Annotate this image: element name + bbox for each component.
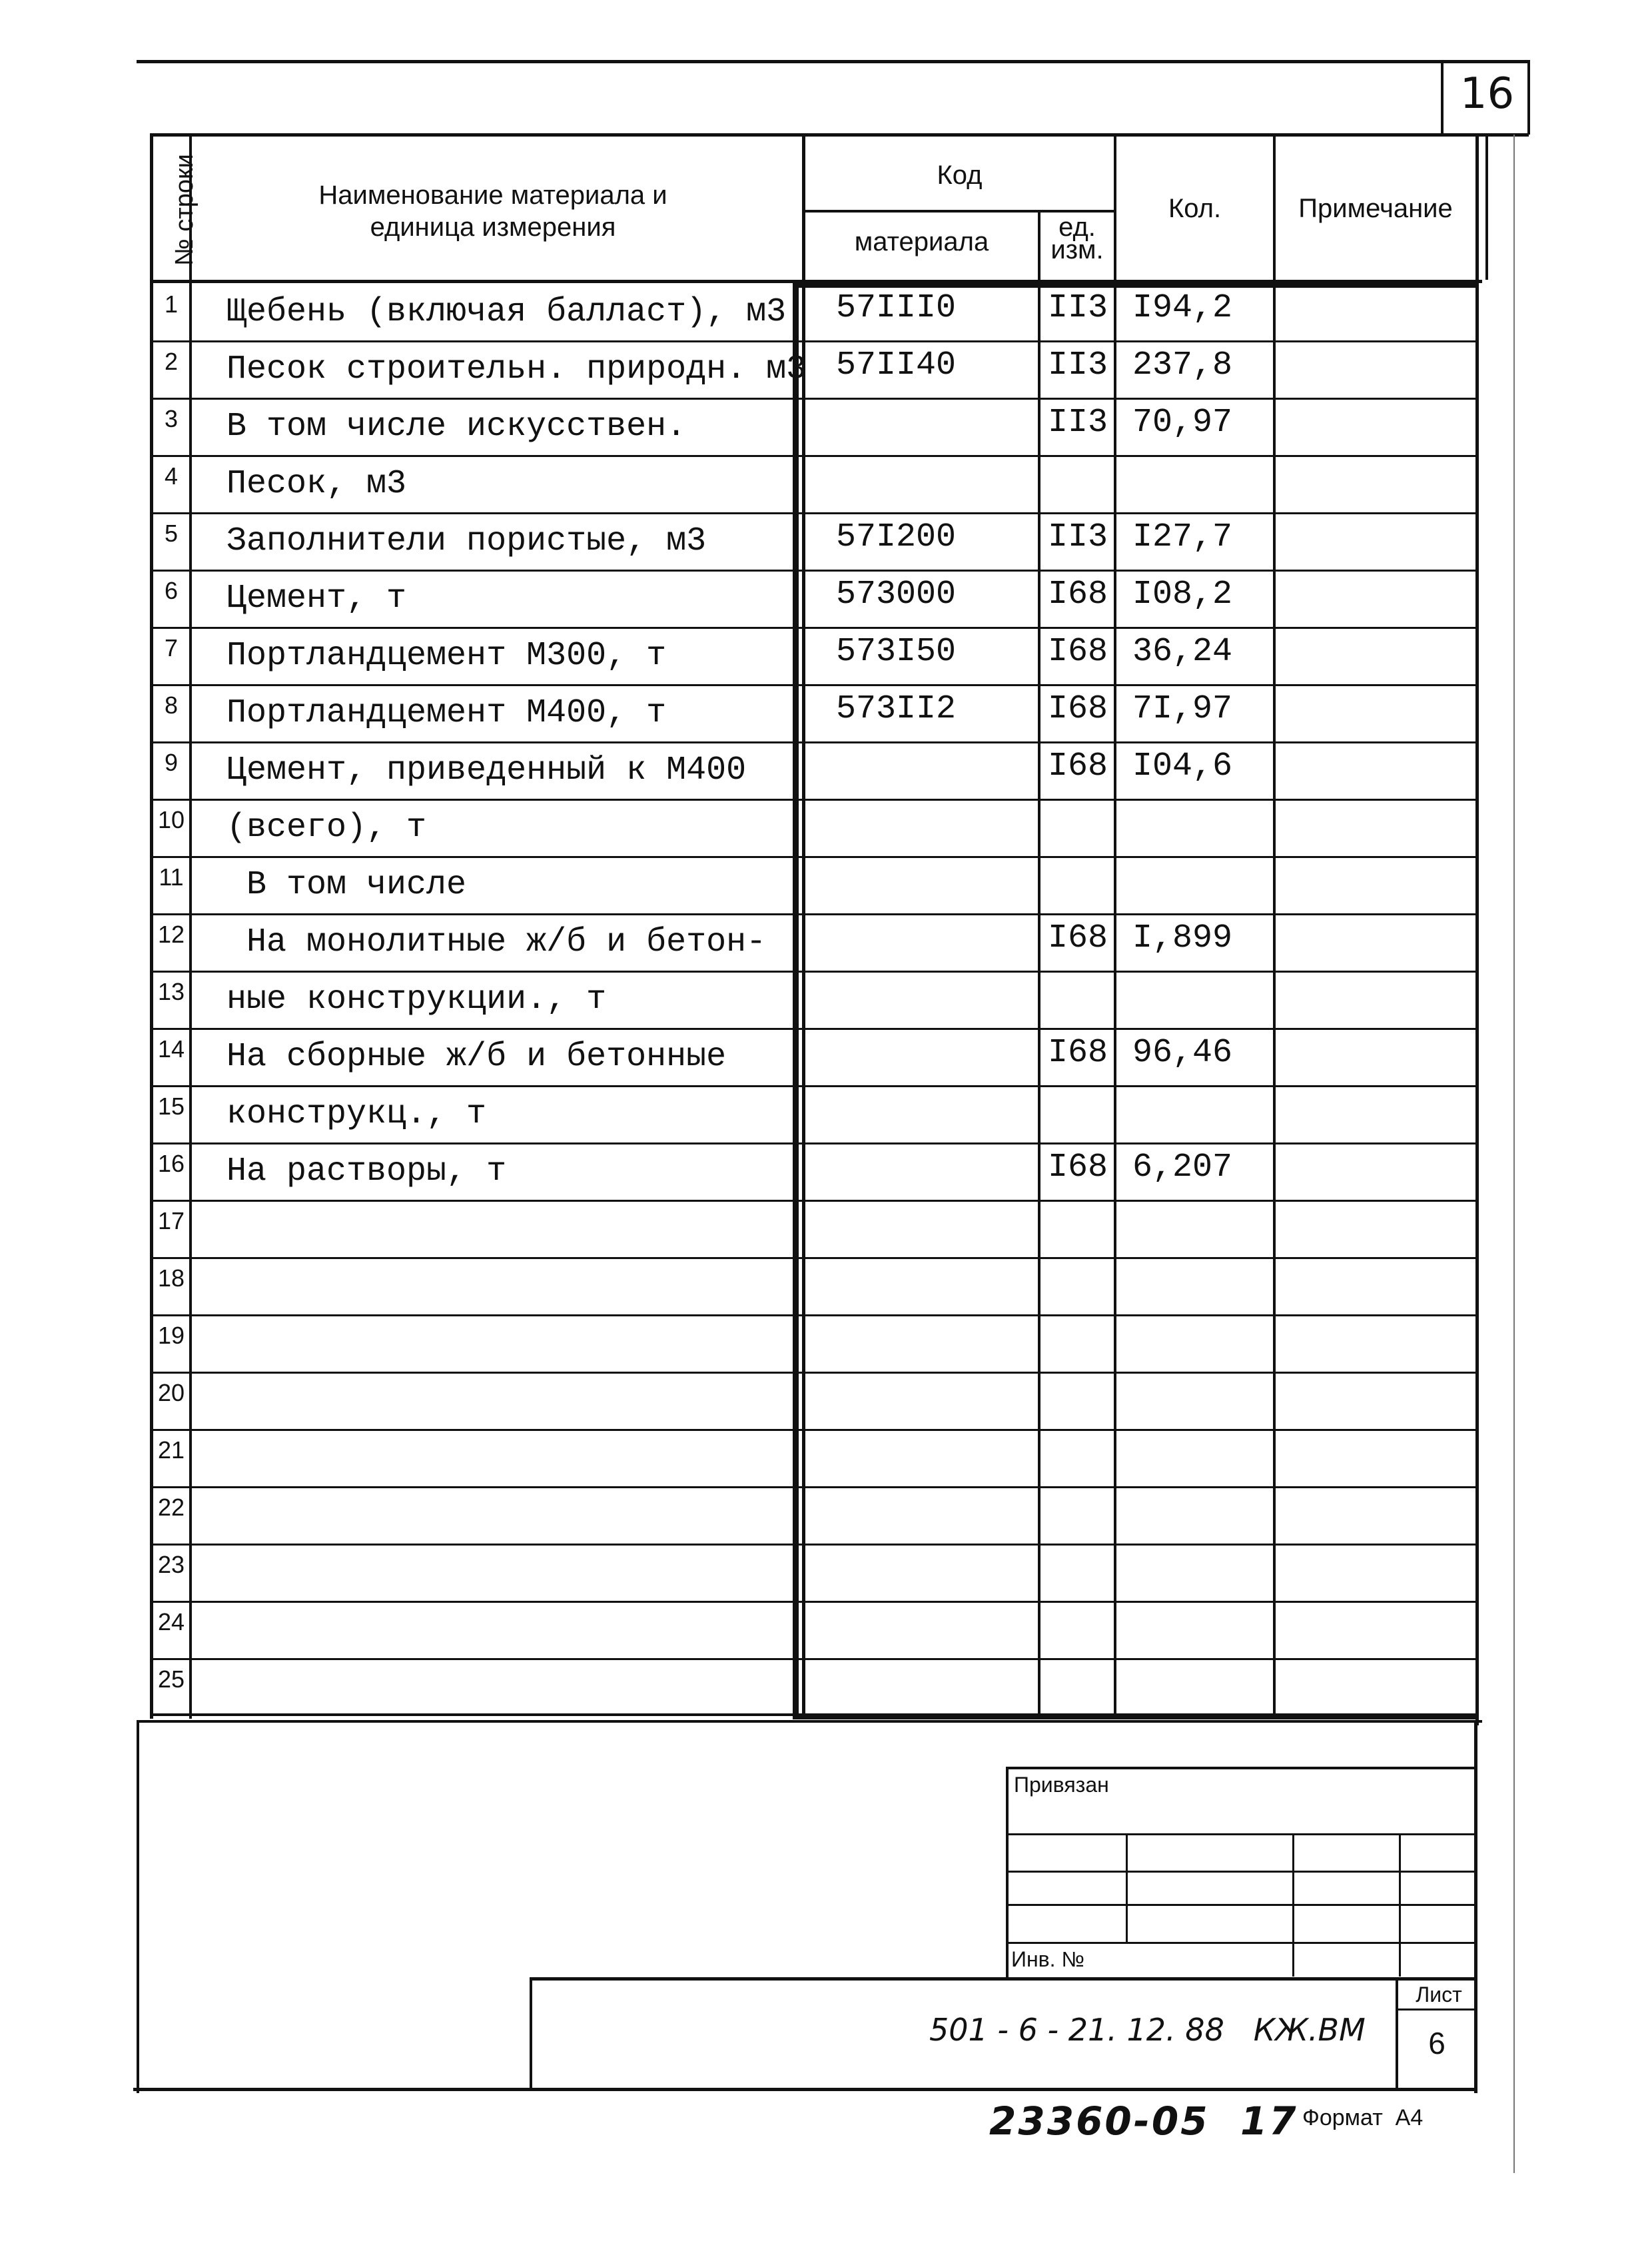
note-header: Примечание (1298, 194, 1453, 223)
sheet-label: Лист (1416, 1983, 1462, 2007)
row-number: 5 (164, 520, 179, 547)
material-name: ные конструкции., т (226, 981, 607, 1019)
inventory-number-label: Инв. № (1011, 1947, 1084, 1971)
material-name: В том числе (226, 866, 467, 904)
row-number: 19 (157, 1322, 185, 1349)
note-cell (1276, 1544, 1473, 1601)
unit-code: I68 (1047, 690, 1108, 728)
unit-code: II3 (1047, 518, 1108, 556)
row-number: 21 (157, 1436, 185, 1464)
note-cell (1276, 971, 1473, 1028)
note-cell (1276, 1601, 1473, 1658)
row-number: 17 (157, 1207, 185, 1234)
row-number: 1 (164, 290, 179, 318)
unit-code: I68 (1047, 919, 1108, 957)
material-code: 57II40 (836, 346, 957, 384)
unit-code: I68 (1047, 1034, 1108, 1072)
row-number: 14 (157, 1035, 185, 1063)
row-number: 10 (157, 806, 185, 833)
material-name: Портландцемент М400, т (226, 694, 667, 732)
unit-code: II3 (1047, 346, 1108, 384)
code-material-header: материала (854, 227, 989, 256)
note-cell (1276, 627, 1473, 684)
note-cell (1276, 1429, 1473, 1486)
page-number: 16 (1459, 69, 1515, 119)
row-number: 13 (157, 978, 185, 1005)
note-cell (1276, 913, 1473, 971)
note-cell (1276, 512, 1473, 570)
material-name: На монолитные ж/б и бетон- (226, 923, 767, 961)
row-number: 15 (157, 1093, 185, 1120)
row-number: 4 (164, 462, 179, 490)
name-header-line1: Наименование материала и (318, 181, 667, 210)
material-name: Песок, м3 (226, 465, 407, 503)
material-name: Цемент, т (226, 580, 407, 618)
unit-code: II3 (1047, 404, 1108, 442)
quantity: I08,2 (1132, 576, 1233, 614)
code-unit-header-line2: изм. (1050, 235, 1104, 264)
code-header: Код (937, 161, 983, 190)
note-cell (1276, 1200, 1473, 1257)
unit-code: I68 (1047, 633, 1108, 671)
quantity: I27,7 (1132, 518, 1233, 556)
quantity: 36,24 (1132, 633, 1233, 671)
note-cell (1276, 340, 1473, 398)
material-code: 573000 (836, 576, 957, 614)
note-cell (1276, 570, 1473, 627)
unit-code: II3 (1047, 289, 1108, 327)
note-cell (1276, 1085, 1473, 1142)
quantity: 6,207 (1132, 1148, 1233, 1186)
code-unit-header-line1: ед. (1058, 213, 1096, 242)
archive-number: 23360-05 17 (989, 2098, 1298, 2144)
note-cell (1276, 1142, 1473, 1200)
note-cell (1276, 799, 1473, 856)
material-name: Цемент, приведенный к М400 (226, 751, 747, 789)
sheet-number: 6 (1428, 2026, 1446, 2060)
row-number: 8 (164, 691, 179, 719)
note-cell (1276, 1372, 1473, 1429)
note-cell (1276, 741, 1473, 799)
row-number: 22 (157, 1494, 185, 1521)
material-name: Заполнители пористые, м3 (226, 522, 707, 560)
row-number: 18 (157, 1264, 185, 1292)
unit-code: I68 (1047, 576, 1108, 614)
row-number: 11 (159, 863, 184, 891)
material-name: конструкц., т (226, 1095, 487, 1133)
note-cell (1276, 856, 1473, 913)
row-number: 6 (164, 577, 179, 604)
material-code: 573I50 (836, 633, 957, 671)
note-cell (1276, 283, 1473, 340)
format-label: Формат А4 (1302, 2105, 1424, 2130)
material-code: 573II2 (836, 690, 957, 728)
note-cell (1276, 1314, 1473, 1372)
material-name: В том числе искусствен. (226, 408, 687, 446)
quantity-header: Кол. (1168, 194, 1222, 223)
row-number: 25 (157, 1665, 185, 1693)
note-cell (1276, 1028, 1473, 1085)
material-code: 57I200 (836, 518, 957, 556)
material-name: На растворы, т (226, 1152, 507, 1190)
row-number: 20 (157, 1379, 185, 1406)
quantity: I94,2 (1132, 289, 1233, 327)
attached-label: Привязан (1014, 1773, 1109, 1797)
unit-code: I68 (1047, 1148, 1108, 1186)
note-cell (1276, 1257, 1473, 1314)
material-name: На сборные ж/б и бетонные (226, 1038, 727, 1076)
material-name: (всего), т (226, 809, 427, 847)
material-name: Песок строительн. природн. м3 (226, 350, 807, 388)
unit-code: I68 (1047, 747, 1108, 785)
quantity: I04,6 (1132, 747, 1233, 785)
row-number: 9 (164, 749, 179, 776)
note-cell (1276, 1658, 1473, 1715)
row-number-header: № строки (171, 154, 199, 266)
row-number: 12 (157, 921, 185, 948)
quantity: 96,46 (1132, 1034, 1233, 1072)
row-number: 7 (164, 634, 179, 662)
material-name: Щебень (включая балласт), м3 (226, 293, 787, 331)
quantity: I,899 (1132, 919, 1233, 957)
note-cell (1276, 455, 1473, 512)
document-designation: 501 - 6 - 21. 12. 88 КЖ.ВМ (929, 2012, 1366, 2048)
row-number: 16 (157, 1150, 185, 1177)
quantity: 7I,97 (1132, 690, 1233, 728)
quantity: 70,97 (1132, 404, 1233, 442)
material-name: Портландцемент М300, т (226, 637, 667, 675)
material-code: 57III0 (836, 289, 957, 327)
note-cell (1276, 1486, 1473, 1544)
note-cell (1276, 398, 1473, 455)
row-number: 2 (164, 348, 179, 375)
row-number: 3 (164, 405, 179, 432)
quantity: 237,8 (1132, 346, 1233, 384)
name-header-line2: единица измерения (370, 213, 616, 242)
note-cell (1276, 684, 1473, 741)
row-number: 23 (157, 1551, 185, 1578)
row-number: 24 (157, 1608, 185, 1635)
